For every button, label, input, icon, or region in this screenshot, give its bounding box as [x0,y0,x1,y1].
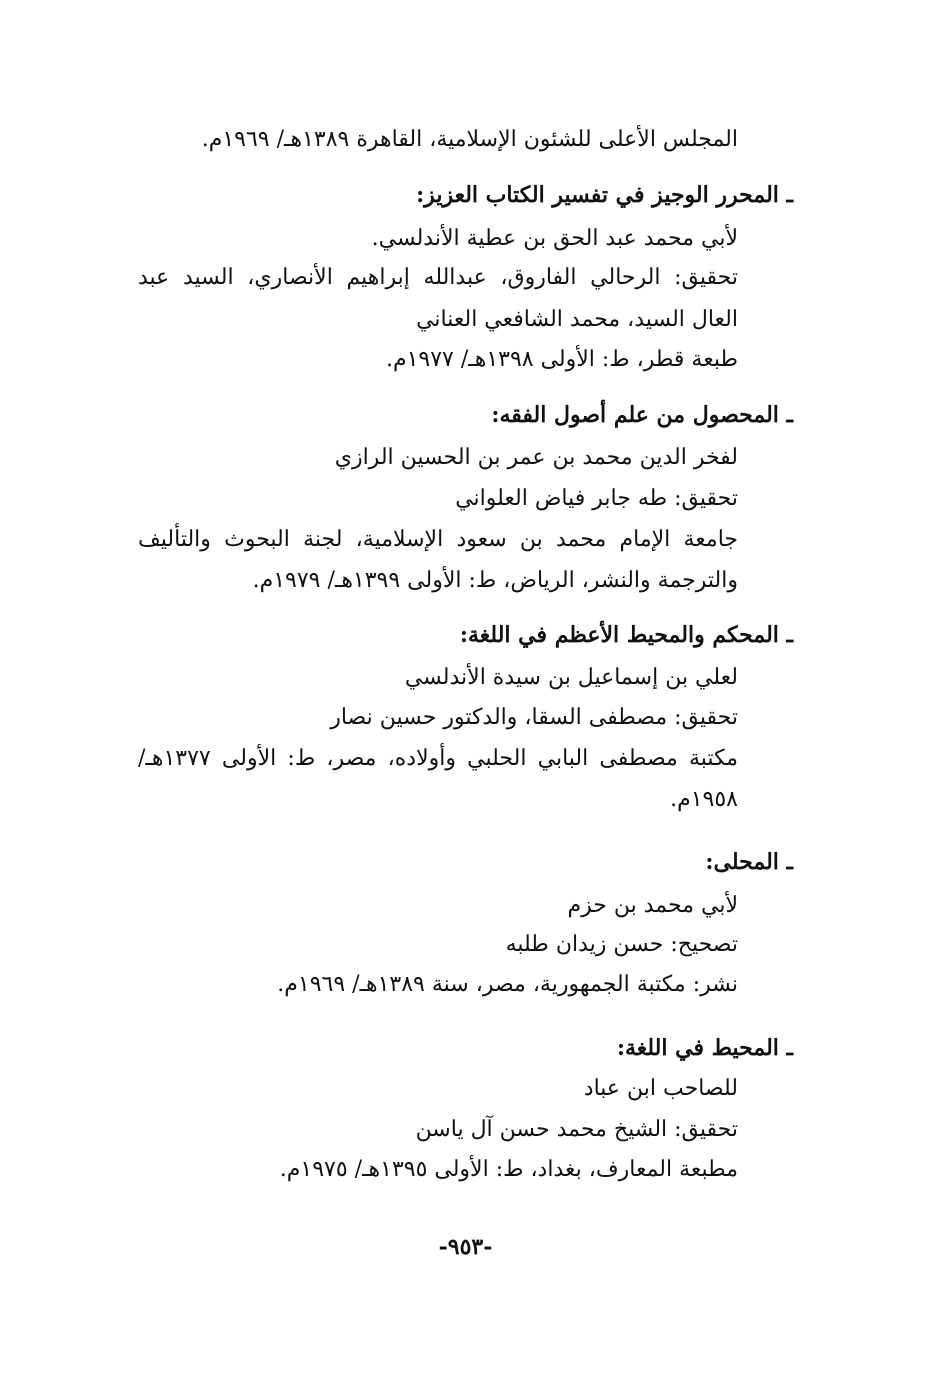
entry-author: للصاحب ابن عباد [583,1076,738,1101]
entry-editors-continued: العال السيد، محمد الشافعي العناني [416,307,738,332]
entry-editor: تحقيق: طه جابر فياض العلواني [455,486,738,511]
entry-publication: مطبعة المعارف، بغداد، ط: الأولى ١٣٩٥هـ/ ١٩٧٥م. [279,1157,738,1182]
entry-author: لأبي محمد بن حزم [567,893,738,918]
entry-heading-muhalla: ـ المحلى: [705,849,793,875]
entry-editors: تحقيق: الرحالي الفاروق، عبدالله إبراهيم الأنصاري، السيد عبد [138,265,738,290]
entry-publication: نشر: مكتبة الجمهورية، مصر، سنة ١٣٨٩هـ/ ١٩٦٩م. [277,972,738,997]
entry-editor: تصحيح: حسن زيدان طلبه [505,932,738,957]
entry-heading-mahsul: ـ المحصول من علم أصول الفقه: [491,402,793,428]
entry-publisher: جامعة الإمام محمد بن سعود الإسلامية، لجنة البحوث والتأليف [138,527,738,552]
entry-publication: والترجمة والنشر، الرياض، ط: الأولى ١٣٩٩هـ/ ١٩٧٩م. [252,568,738,593]
page-number: -٩٥٣- [438,1234,493,1260]
entry-author: لأبي محمد عبد الحق بن عطية الأندلسي. [371,226,738,251]
entry-heading-muhkam: ـ المحكم والمحيط الأعظم في اللغة: [459,622,793,648]
entry-publication: طبعة قطر، ط: الأولى ١٣٩٨هـ/ ١٩٧٧م. [385,347,738,372]
entry-heading-muhit: ـ المحيط في اللغة: [616,1035,793,1061]
entry-editors: تحقيق: مصطفى السقا، والدكتور حسين نصار [330,705,738,730]
entry-author: لفخر الدين محمد بن عمر بن الحسين الرازي [334,445,738,470]
continuation-line: المجلس الأعلى للشئون الإسلامية، القاهرة ١٣٨٩هـ/ ١٩٦٩م. [201,127,738,152]
entry-publisher: مكتبة مصطفى البابي الحلبي وأولاده، مصر، ط: الأولى ١٣٧٧هـ/ [138,746,738,771]
entry-author: لعلي بن إسماعيل بن سيدة الأندلسي [404,665,738,690]
entry-editor: تحقيق: الشيخ محمد حسن آل ياسن [415,1117,738,1142]
entry-heading-muharrar-wajiz: ـ المحرر الوجيز في تفسير الكتاب العزيز: [416,182,793,208]
entry-publication-year: ١٩٥٨م. [670,787,738,812]
